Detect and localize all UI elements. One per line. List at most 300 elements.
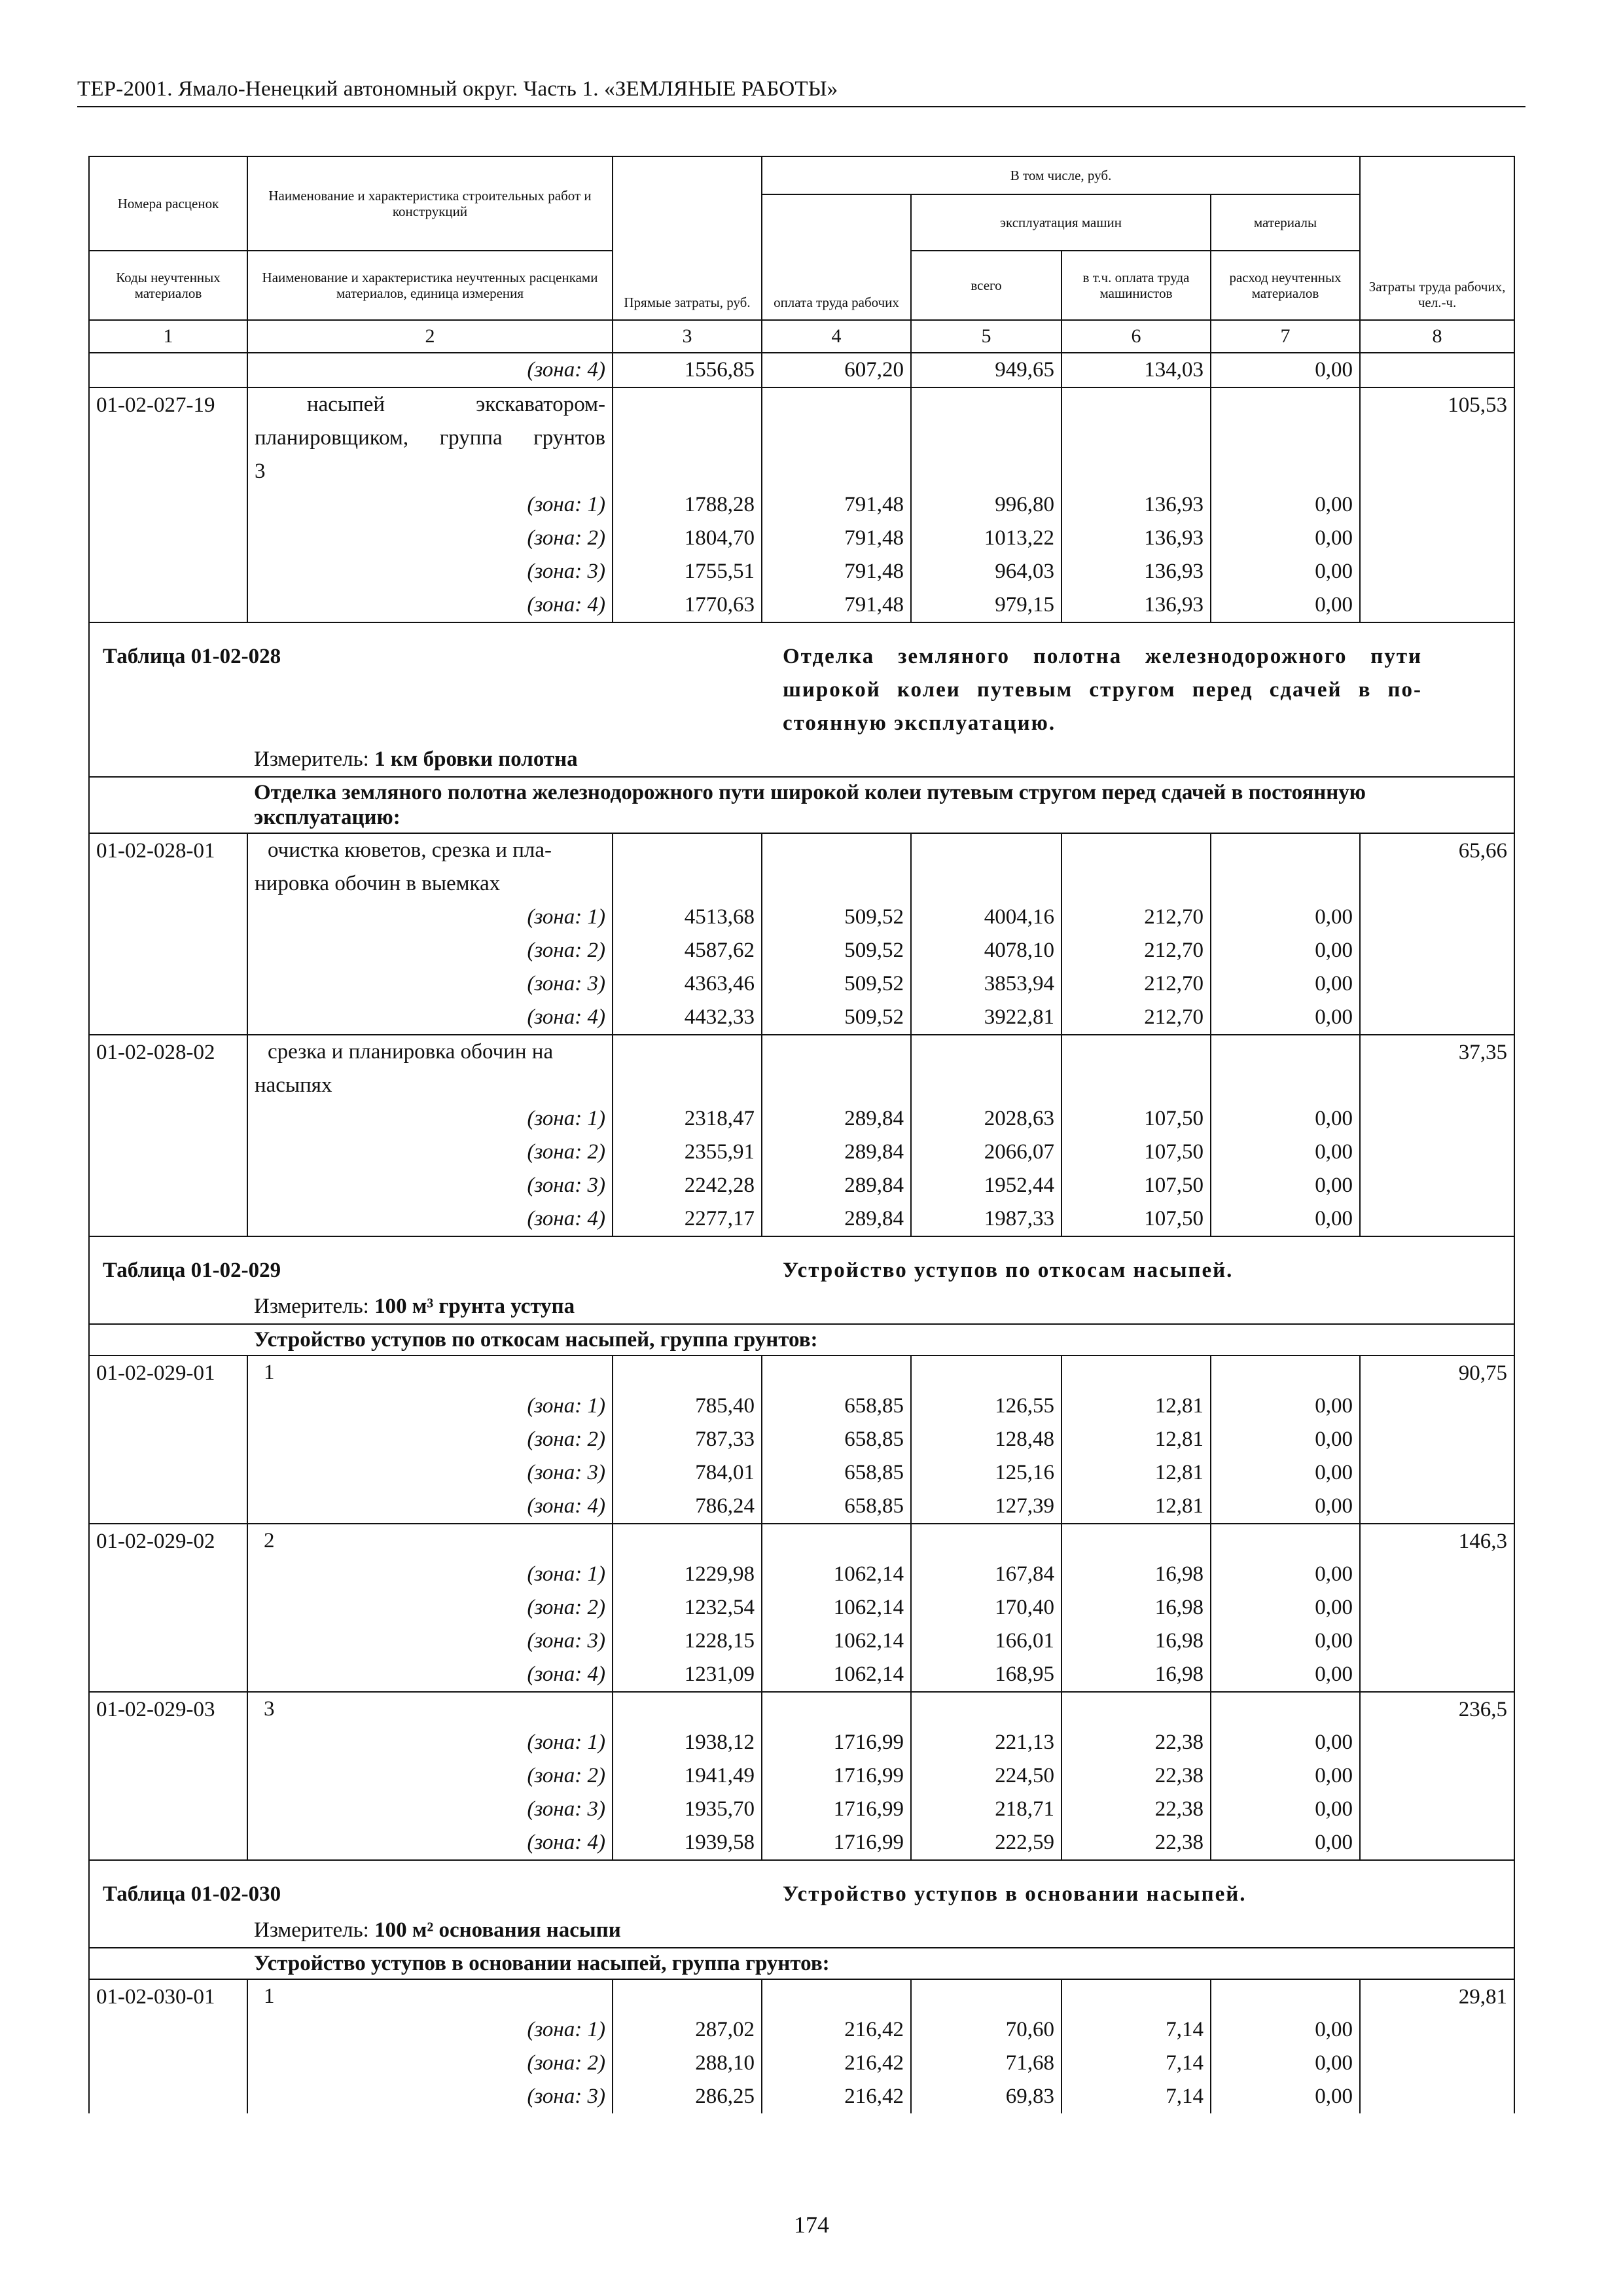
- materials-value: 0,00: [1211, 1658, 1360, 1692]
- header-rule: [77, 106, 1525, 107]
- labor-cell: [1360, 1169, 1514, 1202]
- table-title: [762, 1860, 1514, 1914]
- materials-value: 0,00: [1211, 2047, 1360, 2080]
- table-title-line: Отделка земляного полотна железнодорожного пути: [783, 645, 1423, 668]
- materials-value: 0,00: [1211, 1591, 1360, 1624]
- work-name-line: 3: [264, 1697, 275, 1721]
- machinist-pay-value: 134,03: [1061, 353, 1211, 387]
- work-name-line: 3: [255, 459, 266, 483]
- direct-cost-value: 1232,54: [613, 1591, 762, 1624]
- work-name: [247, 1979, 613, 2013]
- empty-cell: [911, 833, 1061, 901]
- machines-total-value: 70,60: [911, 2013, 1061, 2047]
- machines-total-value: 221,13: [911, 1726, 1061, 1759]
- machinist-pay-value: 12,81: [1061, 1490, 1211, 1524]
- materials-value: 0,00: [1211, 1793, 1360, 1826]
- column-number: 7: [1211, 320, 1360, 353]
- materials-value: 0,00: [1211, 1102, 1360, 1136]
- header-materials-consumption: расход неучтенных материалов: [1211, 251, 1360, 320]
- zone-label: (зона: 4): [247, 1202, 613, 1236]
- empty-cell: [89, 1914, 247, 1948]
- materials-value: 0,00: [1211, 1390, 1360, 1423]
- empty-cell: [613, 1035, 762, 1102]
- empty-cell: [911, 1692, 1061, 1726]
- direct-cost-value: 287,02: [613, 2013, 762, 2047]
- direct-cost-value: 1755,51: [613, 555, 762, 588]
- direct-cost-value: 1938,12: [613, 1726, 762, 1759]
- machinist-pay-value: 16,98: [1061, 1658, 1211, 1692]
- machinist-pay-value: 22,38: [1061, 1826, 1211, 1860]
- worker-pay-value: 216,42: [762, 2013, 911, 2047]
- empty-cell: [613, 1524, 762, 1558]
- column-number: 8: [1360, 320, 1514, 353]
- empty-cell: [911, 1355, 1061, 1390]
- zone-label: (зона: 1): [247, 488, 613, 522]
- zone-label: (зона: 4): [247, 588, 613, 622]
- machinist-pay-value: 136,93: [1061, 555, 1211, 588]
- empty-cell: [1211, 1355, 1360, 1390]
- work-name: [247, 1035, 613, 1102]
- machines-total-value: 3853,94: [911, 967, 1061, 1001]
- worker-pay-value: 216,42: [762, 2047, 911, 2080]
- labor-cell: [1360, 1202, 1514, 1236]
- worker-pay-value: 791,48: [762, 555, 911, 588]
- work-name-line: насыпей экскаватором-: [307, 393, 605, 416]
- code-cell: [89, 1759, 247, 1793]
- table-label: Таблица 01-02-030: [89, 1860, 762, 1914]
- labor-cell: [1360, 1136, 1514, 1169]
- materials-value: 0,00: [1211, 1456, 1360, 1490]
- code-cell: [89, 488, 247, 522]
- labor-cell: [1360, 555, 1514, 588]
- work-name-line: нировка обочин в выемках: [255, 872, 501, 895]
- machinist-pay-value: 7,14: [1061, 2080, 1211, 2113]
- zone-label: (зона: 4): [247, 1826, 613, 1860]
- worker-pay-value: 289,84: [762, 1202, 911, 1236]
- table-title-line: стоянную эксплуатацию.: [783, 711, 1056, 735]
- labor-value: 105,53: [1360, 387, 1514, 488]
- worker-pay-value: 658,85: [762, 1390, 911, 1423]
- machines-total-value: 71,68: [911, 2047, 1061, 2080]
- zone-label: (зона: 2): [247, 1759, 613, 1793]
- machines-total-value: 979,15: [911, 588, 1061, 622]
- direct-cost-value: 1556,85: [613, 353, 762, 387]
- labor-cell: [1360, 1793, 1514, 1826]
- page-number: 174: [794, 2212, 829, 2238]
- code-cell: [89, 1826, 247, 1860]
- machines-total-value: 1952,44: [911, 1169, 1061, 1202]
- machinist-pay-value: 136,93: [1061, 522, 1211, 555]
- labor-value: 90,75: [1360, 1355, 1514, 1390]
- labor-cell: [1360, 1759, 1514, 1793]
- code-cell: [89, 967, 247, 1001]
- empty-cell: [762, 387, 911, 488]
- worker-pay-value: 289,84: [762, 1169, 911, 1202]
- machines-total-value: 125,16: [911, 1456, 1061, 1490]
- machinist-pay-value: 12,81: [1061, 1456, 1211, 1490]
- machinist-pay-value: 107,50: [1061, 1136, 1211, 1169]
- direct-cost-value: 1804,70: [613, 522, 762, 555]
- empty-cell: [613, 1979, 762, 2013]
- labor-value: 236,5: [1360, 1692, 1514, 1726]
- empty-cell: [911, 1979, 1061, 2013]
- empty-cell: [89, 1290, 247, 1324]
- direct-cost-value: 787,33: [613, 1423, 762, 1456]
- work-name-line: 1: [264, 1361, 275, 1384]
- empty-cell: [89, 1324, 247, 1355]
- code-cell: [89, 1658, 247, 1692]
- work-name-line: насыпях: [255, 1073, 332, 1097]
- zone-label: (зона: 2): [247, 1423, 613, 1456]
- worker-pay-value: 658,85: [762, 1456, 911, 1490]
- direct-cost-value: 4432,33: [613, 1001, 762, 1035]
- empty-cell: [613, 1692, 762, 1726]
- machinist-pay-value: 12,81: [1061, 1390, 1211, 1423]
- table-title: [762, 1236, 1514, 1290]
- worker-pay-value: 509,52: [762, 901, 911, 934]
- code-cell: [89, 934, 247, 967]
- empty-cell: [613, 833, 762, 901]
- labor-value: 29,81: [1360, 1979, 1514, 2013]
- header-direct-cost: Прямые затраты, руб.: [613, 156, 762, 320]
- header-group: В том числе, руб.: [762, 156, 1360, 194]
- materials-value: 0,00: [1211, 1136, 1360, 1169]
- zone-label: (зона: 3): [247, 1624, 613, 1658]
- machinist-pay-value: 107,50: [1061, 1202, 1211, 1236]
- code-cell: [89, 1558, 247, 1591]
- table-label: Таблица 01-02-028: [89, 622, 762, 743]
- rate-code: 01-02-027-19: [89, 387, 247, 488]
- worker-pay-value: 1716,99: [762, 1793, 911, 1826]
- materials-value: 0,00: [1211, 901, 1360, 934]
- empty-cell: [762, 1979, 911, 2013]
- direct-cost-value: 4587,62: [613, 934, 762, 967]
- worker-pay-value: 607,20: [762, 353, 911, 387]
- code-cell: [89, 1390, 247, 1423]
- code-cell: [89, 2013, 247, 2047]
- direct-cost-value: 1939,58: [613, 1826, 762, 1860]
- code-cell: [89, 1136, 247, 1169]
- header-material-codes: Коды неучтенных материалов: [89, 251, 247, 320]
- direct-cost-value: 4513,68: [613, 901, 762, 934]
- empty-cell: [1061, 1035, 1211, 1102]
- worker-pay-value: 509,52: [762, 934, 911, 967]
- empty-cell: [89, 777, 247, 833]
- measure-label: Измеритель:: [254, 1295, 369, 1318]
- code-cell: [89, 588, 247, 622]
- labor-value: 146,3: [1360, 1524, 1514, 1558]
- section-heading: Устройство уступов в основании насыпей, группа грунтов:: [247, 1948, 1514, 1979]
- machines-total-value: 224,50: [911, 1759, 1061, 1793]
- materials-value: 0,00: [1211, 1624, 1360, 1658]
- direct-cost-value: 1231,09: [613, 1658, 762, 1692]
- machines-total-value: 949,65: [911, 353, 1061, 387]
- zone-label: (зона: 2): [247, 2047, 613, 2080]
- machines-total-value: 170,40: [911, 1591, 1061, 1624]
- direct-cost-value: 1941,49: [613, 1759, 762, 1793]
- direct-cost-value: 2277,17: [613, 1202, 762, 1236]
- measure-value: 100 м³ грунта уступа: [374, 1295, 575, 1318]
- machines-total-value: 4004,16: [911, 901, 1061, 934]
- code-cell: [89, 555, 247, 588]
- materials-value: 0,00: [1211, 2080, 1360, 2113]
- worker-pay-value: 1062,14: [762, 1658, 911, 1692]
- machinist-pay-value: 212,70: [1061, 967, 1211, 1001]
- empty-cell: [1061, 1355, 1211, 1390]
- machinist-pay-value: 22,38: [1061, 1759, 1211, 1793]
- machines-total-value: 4078,10: [911, 934, 1061, 967]
- code-cell: [89, 1102, 247, 1136]
- header-worker-pay: оплата труда рабочих: [762, 194, 911, 320]
- table-title-line: Устройство уступов по откосам насыпей.: [783, 1259, 1234, 1282]
- code-cell: [89, 2047, 247, 2080]
- labor-value: 37,35: [1360, 1035, 1514, 1102]
- labor-cell: [1360, 1102, 1514, 1136]
- labor-cell: [1360, 2047, 1514, 2080]
- materials-value: 0,00: [1211, 1202, 1360, 1236]
- work-name-line: планировщиком, группа грунтов: [255, 426, 605, 450]
- worker-pay-value: 791,48: [762, 588, 911, 622]
- worker-pay-value: 1716,99: [762, 1759, 911, 1793]
- work-name-line: срезка и планировка обочин на: [268, 1040, 554, 1064]
- direct-cost-value: 784,01: [613, 1456, 762, 1490]
- zone-label: (зона: 3): [247, 555, 613, 588]
- empty-cell: [911, 1035, 1061, 1102]
- empty-cell: [911, 387, 1061, 488]
- machinist-pay-value: 7,14: [1061, 2013, 1211, 2047]
- labor-cell: [1360, 488, 1514, 522]
- labor-cell: [1360, 522, 1514, 555]
- rate-code: 01-02-029-02: [89, 1524, 247, 1558]
- zone-label: (зона: 1): [247, 1390, 613, 1423]
- zone-label: (зона: 4): [247, 1490, 613, 1524]
- price-table: [88, 156, 1515, 2113]
- materials-value: 0,00: [1211, 1726, 1360, 1759]
- rate-code: 01-02-029-01: [89, 1355, 247, 1390]
- code-cell: [89, 901, 247, 934]
- measure-value: 100 м² основания насыпи: [374, 1918, 621, 1942]
- work-name: [247, 1355, 613, 1390]
- machines-total-value: 167,84: [911, 1558, 1061, 1591]
- column-number: 6: [1061, 320, 1211, 353]
- zone-label: (зона: 1): [247, 2013, 613, 2047]
- header-labor: Затраты труда рабочих, чел.-ч.: [1360, 156, 1514, 320]
- zone-label: (зона: 1): [247, 1726, 613, 1759]
- labor-cell: [1360, 1490, 1514, 1524]
- materials-value: 0,00: [1211, 967, 1360, 1001]
- measure-value: 1 км бровки полотна: [374, 747, 578, 771]
- code-cell: [89, 1001, 247, 1035]
- section-heading: Устройство уступов по откосам насыпей, группа грунтов:: [247, 1324, 1514, 1355]
- code-cell: [89, 1202, 247, 1236]
- materials-value: 0,00: [1211, 2013, 1360, 2047]
- column-number: 4: [762, 320, 911, 353]
- machines-total-value: 2028,63: [911, 1102, 1061, 1136]
- rate-code: 01-02-028-02: [89, 1035, 247, 1102]
- materials-value: 0,00: [1211, 488, 1360, 522]
- machinist-pay-value: 136,93: [1061, 488, 1211, 522]
- worker-pay-value: 658,85: [762, 1490, 911, 1524]
- labor-cell: [1360, 1456, 1514, 1490]
- machinist-pay-value: 16,98: [1061, 1624, 1211, 1658]
- labor-cell: [1360, 1826, 1514, 1860]
- machinist-pay-value: 12,81: [1061, 1423, 1211, 1456]
- zone-label: (зона: 3): [247, 967, 613, 1001]
- header-machinist-pay: в т.ч. оплата труда машинистов: [1061, 251, 1211, 320]
- work-name-line: очистка кюветов, срезка и пла-: [268, 838, 552, 862]
- rate-code: 01-02-029-03: [89, 1692, 247, 1726]
- rate-code: 01-02-030-01: [89, 1979, 247, 2013]
- code-cell: [89, 1591, 247, 1624]
- machinist-pay-value: 7,14: [1061, 2047, 1211, 2080]
- labor-cell: [1360, 1423, 1514, 1456]
- direct-cost-value: 286,25: [613, 2080, 762, 2113]
- zone-label: (зона: 2): [247, 1591, 613, 1624]
- materials-value: 0,00: [1211, 1423, 1360, 1456]
- measure-unit: [247, 1290, 1514, 1324]
- table-label: Таблица 01-02-029: [89, 1236, 762, 1290]
- work-name: [247, 1692, 613, 1726]
- machinist-pay-value: 212,70: [1061, 1001, 1211, 1035]
- materials-value: 0,00: [1211, 522, 1360, 555]
- empty-cell: [89, 743, 247, 777]
- column-number: 3: [613, 320, 762, 353]
- labor-cell: [1360, 967, 1514, 1001]
- machines-total-value: 128,48: [911, 1423, 1061, 1456]
- materials-value: 0,00: [1211, 1558, 1360, 1591]
- machines-total-value: 3922,81: [911, 1001, 1061, 1035]
- machinist-pay-value: 22,38: [1061, 1726, 1211, 1759]
- labor-cell: [1360, 2080, 1514, 2113]
- machines-total-value: 127,39: [911, 1490, 1061, 1524]
- code-cell: [89, 353, 247, 387]
- work-name: [247, 833, 613, 901]
- code-cell: [89, 1456, 247, 1490]
- code-cell: [89, 1490, 247, 1524]
- code-cell: [89, 1726, 247, 1759]
- materials-value: 0,00: [1211, 1826, 1360, 1860]
- empty-cell: [1061, 1979, 1211, 2013]
- machines-total-value: 218,71: [911, 1793, 1061, 1826]
- direct-cost-value: 2242,28: [613, 1169, 762, 1202]
- worker-pay-value: 289,84: [762, 1102, 911, 1136]
- code-cell: [89, 1793, 247, 1826]
- empty-cell: [911, 1524, 1061, 1558]
- machines-total-value: 126,55: [911, 1390, 1061, 1423]
- work-name-line: 2: [264, 1529, 275, 1552]
- direct-cost-value: 288,10: [613, 2047, 762, 2080]
- machinist-pay-value: 107,50: [1061, 1102, 1211, 1136]
- labor-cell: [1360, 1390, 1514, 1423]
- worker-pay-value: 791,48: [762, 522, 911, 555]
- direct-cost-value: 1788,28: [613, 488, 762, 522]
- machines-total-value: 222,59: [911, 1826, 1061, 1860]
- empty-cell: [1211, 833, 1360, 901]
- machines-total-value: 2066,07: [911, 1136, 1061, 1169]
- section-heading: Отделка земляного полотна железнодорожного пути широкой колеи путевым стругом перед сдачей в постоянную эксплуатацию:: [247, 777, 1514, 833]
- machines-total-value: 996,80: [911, 488, 1061, 522]
- zone-label: (зона: 2): [247, 1136, 613, 1169]
- empty-cell: [1061, 387, 1211, 488]
- table-title: [762, 622, 1514, 743]
- zone-label: (зона: 4): [247, 1658, 613, 1692]
- zone-label: (зона: 1): [247, 1558, 613, 1591]
- worker-pay-value: 1062,14: [762, 1558, 911, 1591]
- empty-cell: [1211, 387, 1360, 488]
- materials-value: 0,00: [1211, 353, 1360, 387]
- machinist-pay-value: 107,50: [1061, 1169, 1211, 1202]
- empty-cell: [762, 1355, 911, 1390]
- header-machines-group: эксплуатация машин: [911, 194, 1211, 251]
- machines-total-value: 69,83: [911, 2080, 1061, 2113]
- empty-cell: [1211, 1035, 1360, 1102]
- labor-cell: [1360, 1001, 1514, 1035]
- labor-cell: [1360, 934, 1514, 967]
- labor-cell: [1360, 1726, 1514, 1759]
- materials-value: 0,00: [1211, 1490, 1360, 1524]
- zone-label: (зона: 4): [247, 1001, 613, 1035]
- zone-label: (зона: 3): [247, 2080, 613, 2113]
- zone-label: (зона: 3): [247, 1456, 613, 1490]
- zone-label: (зона: 2): [247, 934, 613, 967]
- direct-cost-value: 4363,46: [613, 967, 762, 1001]
- empty-cell: [1061, 1692, 1211, 1726]
- machinist-pay-value: 16,98: [1061, 1591, 1211, 1624]
- measure-unit: [247, 743, 1514, 777]
- zone-label: (зона: 4): [247, 353, 613, 387]
- code-cell: [89, 1423, 247, 1456]
- worker-pay-value: 216,42: [762, 2080, 911, 2113]
- machines-total-value: 964,03: [911, 555, 1061, 588]
- labor-cell: [1360, 2013, 1514, 2047]
- empty-cell: [613, 387, 762, 488]
- worker-pay-value: 509,52: [762, 1001, 911, 1035]
- table-title-line: Устройство уступов в основании насыпей.: [783, 1882, 1247, 1906]
- materials-value: 0,00: [1211, 555, 1360, 588]
- worker-pay-value: 289,84: [762, 1136, 911, 1169]
- rate-code: 01-02-028-01: [89, 833, 247, 901]
- column-number: 2: [247, 320, 613, 353]
- empty-cell: [1061, 833, 1211, 901]
- materials-value: 0,00: [1211, 934, 1360, 967]
- labor-cell: [1360, 1558, 1514, 1591]
- work-name-line: 1: [264, 1984, 275, 2008]
- materials-value: 0,00: [1211, 1169, 1360, 1202]
- worker-pay-value: 1062,14: [762, 1624, 911, 1658]
- direct-cost-value: 1228,15: [613, 1624, 762, 1658]
- direct-cost-value: 2355,91: [613, 1136, 762, 1169]
- machines-total-value: 168,95: [911, 1658, 1061, 1692]
- empty-cell: [1211, 1979, 1360, 2013]
- worker-pay-value: 1716,99: [762, 1726, 911, 1759]
- labor-value: 65,66: [1360, 833, 1514, 901]
- measure-label: Измеритель:: [254, 747, 369, 771]
- zone-label: (зона: 2): [247, 522, 613, 555]
- measure-unit: [247, 1914, 1514, 1948]
- machinist-pay-value: 22,38: [1061, 1793, 1211, 1826]
- direct-cost-value: 1770,63: [613, 588, 762, 622]
- machinist-pay-value: 16,98: [1061, 1558, 1211, 1591]
- machinist-pay-value: 212,70: [1061, 934, 1211, 967]
- machinist-pay-value: 212,70: [1061, 901, 1211, 934]
- header-codes: Номера расценок: [89, 156, 247, 251]
- direct-cost-value: 2318,47: [613, 1102, 762, 1136]
- empty-cell: [762, 1692, 911, 1726]
- empty-cell: [1061, 1524, 1211, 1558]
- empty-cell: [762, 1524, 911, 1558]
- header-materials-group: материалы: [1211, 194, 1360, 251]
- machines-total-value: 166,01: [911, 1624, 1061, 1658]
